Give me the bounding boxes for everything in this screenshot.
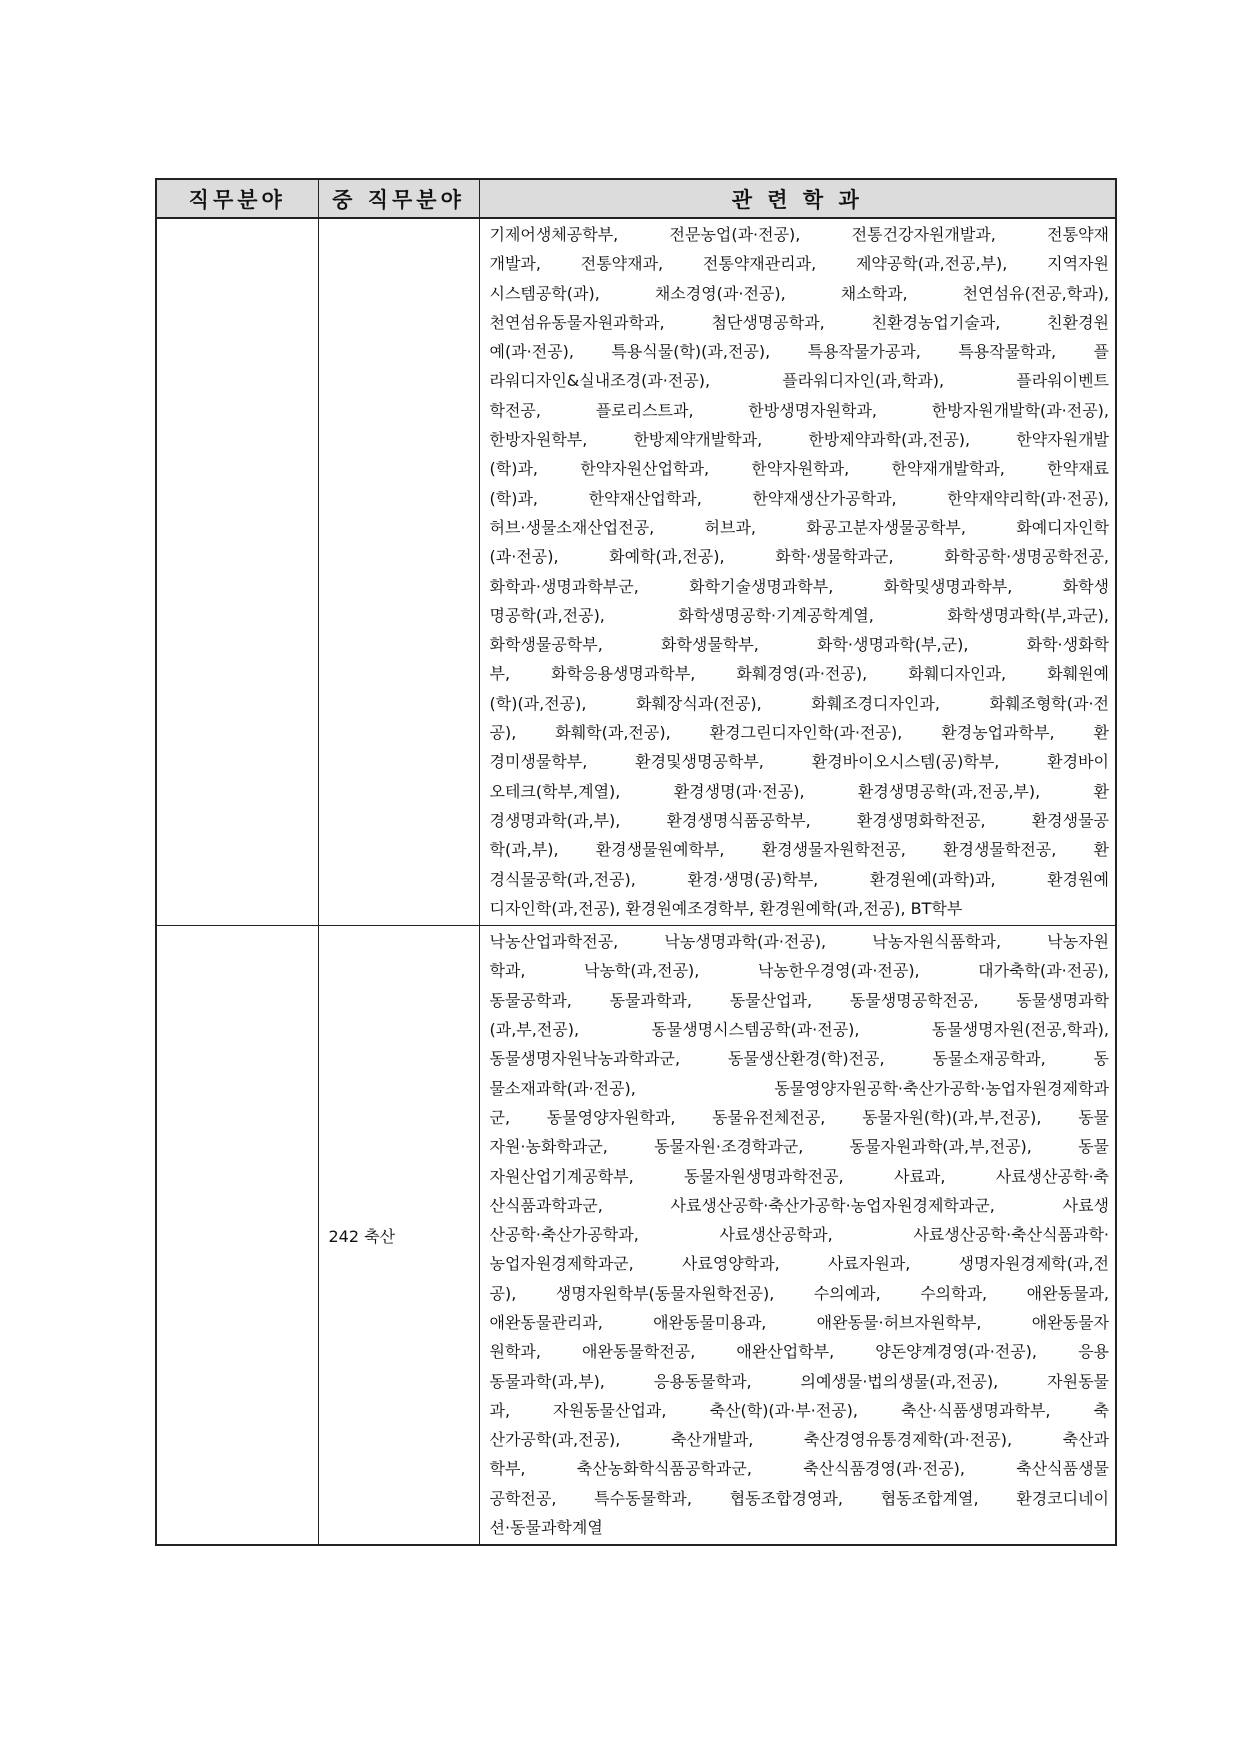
department-line: (과·전공), 화예학(과,전공), 화학·생물학과군, 화학공학·생명공학전공, xyxy=(489,547,1109,567)
department-line: 오테크(학부,계열), 환경생명(과·전공), 환경생명공학(과,전공,부), 환 xyxy=(489,781,1109,801)
department-line: 동물과학(과,부), 응용동물학과, 의예생물·법의생물(과,전공), 자원동물 xyxy=(489,1371,1109,1391)
department-line: (과,부,전공), 동물생명시스템공학(과·전공), 동물생명자원(전공,학과), xyxy=(489,1020,1109,1040)
department-line: 부, 화학응용생명과학부, 화훼경영(과·전공), 화훼디자인과, 화훼원예 xyxy=(489,664,1109,684)
job-field-cell xyxy=(156,926,318,1546)
department-line: 시스템공학(과), 채소경영(과·전공), 채소학과, 천연섬유(전공,학과), xyxy=(489,283,1109,303)
department-line: 션·동물과학계열 xyxy=(489,1518,603,1538)
department-line: 산식품과학과군, 사료생산공학·축산가공학·농업자원경제학과군, 사료생 xyxy=(489,1195,1109,1215)
department-line: 동물공학과, 동물과학과, 동물산업과, 동물생명공학전공, 동물생명과학 xyxy=(489,990,1109,1010)
department-line: 애완동물관리과, 애완동물미용과, 애완동물·허브자원학부, 애완동물자 xyxy=(489,1312,1109,1332)
job-field-cell xyxy=(156,218,318,926)
department-line: 경생명과학(과,부), 환경생명식품공학부, 환경생명화학전공, 환경생물공 xyxy=(489,810,1109,830)
department-line: 농업자원경제학과군, 사료영양학과, 사료자원과, 생명자원경제학(과,전 xyxy=(489,1254,1109,1274)
department-line: 학전공, 플로리스트과, 한방생명자원학과, 한방자원개발학(과·전공), xyxy=(489,400,1109,420)
department-line: 자원·농화학과군, 동물자원·조경학과군, 동물자원과학(과,부,전공), 동물 xyxy=(489,1137,1109,1157)
department-table xyxy=(155,178,1117,1546)
sub-field-cell xyxy=(318,218,479,926)
department-line: 자원산업기계공학부, 동물자원생명과학전공, 사료과, 사료생산공학·축 xyxy=(489,1166,1109,1186)
header-related-departments: 관 련 학 과 xyxy=(479,179,1116,218)
department-line: 군, 동물영양자원학과, 동물유전체전공, 동물자원(학)(과,부,전공), 동물 xyxy=(489,1107,1109,1127)
department-line: 산가공학(과,전공), 축산개발과, 축산경영유통경제학(과·전공), 축산과 xyxy=(489,1430,1109,1450)
department-line: 공학전공, 특수동물학과, 협동조합경영과, 협동조합계열, 환경코디네이 xyxy=(489,1488,1109,1508)
table-row xyxy=(156,218,1116,926)
department-line: 화학생물공학부, 화학생물학부, 화학·생명과학(부,군), 화학·생화학 xyxy=(489,635,1109,655)
department-line: (학)(과,전공), 화훼장식과(전공), 화훼조경디자인과, 화훼조형학(과·전 xyxy=(489,693,1109,713)
department-line: 디자인학(과,전공), 환경원예조경학부, 환경원예학(과,전공), BT학부 xyxy=(489,898,963,918)
department-line: 허브·생물소재산업전공, 허브과, 화공고분자생물공학부, 화예디자인학 xyxy=(489,517,1109,537)
department-line: 기제어생체공학부, 전문농업(과·전공), 전통건강자원개발과, 전통약재 xyxy=(489,225,1109,244)
department-line: 공), 생명자원학부(동물자원학전공), 수의예과, 수의학과, 애완동물과, xyxy=(489,1283,1109,1303)
departments-cell xyxy=(479,926,1116,1546)
department-line: 화학과·생명과학부군, 화학기술생명과학부, 화학및생명과학부, 화학생 xyxy=(489,576,1109,596)
department-line: 라워디자인&실내조경(과·전공), 플라워디자인(과,학과), 플라워이벤트 xyxy=(489,371,1109,391)
department-line: 개발과, 전통약재과, 전통약재관리과, 제약공학(과,전공,부), 지역자원 xyxy=(489,254,1109,274)
table-header-row xyxy=(156,179,1116,218)
department-line: 산공학·축산가공학과, 사료생산공학과, 사료생산공학·축산식품과학· xyxy=(489,1225,1109,1245)
department-line: 원학과, 애완동물학전공, 애완산업학부, 양돈양계경영(과·전공), 응용 xyxy=(489,1342,1109,1362)
department-line: 경미생물학부, 환경및생명공학부, 환경바이오시스템(공)학부, 환경바이 xyxy=(489,752,1109,772)
header-sub-field: 중 직무분야 xyxy=(318,179,479,218)
department-line: 공), 화훼학(과,전공), 환경그린디자인학(과·전공), 환경농업과학부, 환 xyxy=(489,723,1109,743)
department-line: 경식물공학(과,전공), 환경·생명(공)학부, 환경원예(과학)과, 환경원예 xyxy=(489,869,1109,889)
department-line: 동물생명자원낙농과학과군, 동물생산환경(학)전공, 동물소재공학과, 동 xyxy=(489,1049,1109,1069)
department-line: 천연섬유동물자원과학과, 첨단생명공학과, 친환경농업기술과, 친환경원 xyxy=(489,312,1109,332)
department-line: 물소재과학(과·전공), 동물영양자원공학·축산가공학·농업자원경제학과 xyxy=(489,1078,1109,1098)
header-job-field: 직무분야 xyxy=(156,179,318,218)
department-line: 예(과·전공), 특용식물(학)(과,전공), 특용작물가공과, 특용작물학과, 플 xyxy=(489,342,1109,362)
table-row xyxy=(156,926,1116,1546)
department-line: (학)과, 한약재산업학과, 한약재생산가공학과, 한약재약리학(과·전공), xyxy=(489,488,1109,508)
department-line: 명공학(과,전공), 화학생명공학·기계공학계열, 화학생명과학(부,과군), xyxy=(489,605,1109,625)
department-line: 학부, 축산농화학식품공학과군, 축산식품경영(과·전공), 축산식품생물 xyxy=(489,1459,1109,1479)
department-line: 학(과,부), 환경생물원예학부, 환경생물자원학전공, 환경생물학전공, 환 xyxy=(489,840,1109,860)
sub-field-cell: 242 축산 xyxy=(318,926,479,1546)
department-line: 학과, 낙농학(과,전공), 낙농한우경영(과·전공), 대가축학(과·전공), xyxy=(489,961,1109,981)
department-line: 한방자원학부, 한방제약개발학과, 한방제약과학(과,전공), 한약자원개발 xyxy=(489,430,1109,450)
departments-cell xyxy=(479,218,1116,926)
department-line: 과, 자원동물산업과, 축산(학)(과·부·전공), 축산·식품생명과학부, 축 xyxy=(489,1400,1109,1420)
department-line: 낙농산업과학전공, 낙농생명과학(과·전공), 낙농자원식품학과, 낙농자원 xyxy=(489,932,1109,952)
department-line: (학)과, 한약자원산업학과, 한약자원학과, 한약재개발학과, 한약재료 xyxy=(489,459,1109,479)
